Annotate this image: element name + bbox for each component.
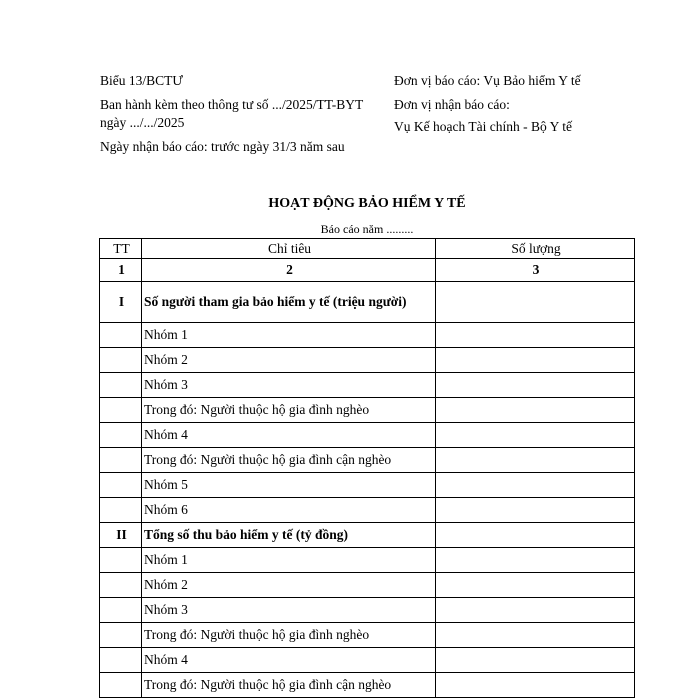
row-value: [436, 323, 635, 348]
form-code: Biểu 13/BCTƯ: [100, 73, 183, 88]
row-value: [436, 373, 635, 398]
row-value: [436, 673, 635, 698]
row-tt: [100, 398, 142, 423]
row-tt: [100, 423, 142, 448]
table-row: [100, 373, 635, 398]
row-label: Nhóm 4: [142, 648, 436, 673]
table-row: [100, 623, 635, 648]
receive-date: Ngày nhận báo cáo: trước ngày 31/3 năm sau: [100, 139, 345, 154]
table-row: [100, 348, 635, 373]
row-tt: [100, 348, 142, 373]
row-tt: I: [100, 282, 142, 323]
row-value: [436, 573, 635, 598]
row-value: [436, 623, 635, 648]
table-row: [100, 498, 635, 523]
row-value: [436, 498, 635, 523]
column-number-3: 3: [436, 259, 635, 282]
row-value: [436, 448, 635, 473]
table-row: [100, 448, 635, 473]
row-tt: [100, 323, 142, 348]
row-label: Số người tham gia bảo hiểm y tế (triệu người): [142, 282, 436, 323]
row-label: Nhóm 1: [142, 323, 436, 348]
table-row: [100, 398, 635, 423]
row-value: [436, 598, 635, 623]
row-tt: [100, 473, 142, 498]
table-row: [100, 648, 635, 673]
row-value: [436, 348, 635, 373]
table-row: [100, 423, 635, 448]
report-table: [99, 238, 635, 698]
issued-with: Ban hành kèm theo thông tư số .../2025/TT-BYT ngày .../.../2025: [100, 97, 364, 130]
table-row: [100, 573, 635, 598]
table-header-row: [100, 239, 635, 259]
row-label: Trong đó: Người thuộc hộ gia đình nghèo: [142, 623, 436, 648]
receiving-unit: Vụ Kế hoạch Tài chính - Bộ Y tế: [394, 119, 572, 134]
row-tt: [100, 648, 142, 673]
reporting-unit: Đơn vị báo cáo: Vụ Bảo hiểm Y tế: [394, 73, 581, 88]
header-chi-tieu: Chỉ tiêu: [142, 239, 436, 259]
row-tt: [100, 548, 142, 573]
header-right: [394, 72, 654, 142]
row-tt: [100, 598, 142, 623]
row-label: Trong đó: Người thuộc hộ gia đình cận nghèo: [142, 448, 436, 473]
column-number-row: [100, 259, 635, 282]
row-label: Nhóm 6: [142, 498, 436, 523]
row-tt: [100, 498, 142, 523]
row-tt: [100, 373, 142, 398]
row-tt: [100, 673, 142, 698]
column-number-1: 1: [100, 259, 142, 282]
row-tt: II: [100, 523, 142, 548]
row-label: Nhóm 4: [142, 423, 436, 448]
row-label: Nhóm 5: [142, 473, 436, 498]
document-subtitle: Báo cáo năm .........: [320, 222, 414, 236]
row-label: Nhóm 2: [142, 348, 436, 373]
table-row: [100, 323, 635, 348]
row-label: Tổng số thu bảo hiểm y tế (tỷ đồng): [142, 523, 436, 548]
column-number-2: 2: [142, 259, 436, 282]
table-row: [100, 523, 635, 548]
table-row: [100, 282, 635, 323]
row-label: Nhóm 3: [142, 598, 436, 623]
header-so-luong: Số lượng: [436, 239, 635, 259]
row-label: Nhóm 3: [142, 373, 436, 398]
row-tt: [100, 623, 142, 648]
row-label: Trong đó: Người thuộc hộ gia đình nghèo: [142, 398, 436, 423]
header-left: [100, 72, 375, 162]
table-row: [100, 548, 635, 573]
row-label: Trong đó: Người thuộc hộ gia đình cận nghèo: [142, 673, 436, 698]
row-value: [436, 473, 635, 498]
row-value: [436, 423, 635, 448]
row-label: Nhóm 1: [142, 548, 436, 573]
header-tt: TT: [100, 239, 142, 259]
table-row: [100, 673, 635, 698]
row-value: [436, 648, 635, 673]
row-value: [436, 523, 635, 548]
row-value: [436, 282, 635, 323]
row-tt: [100, 448, 142, 473]
document-title: HOẠT ĐỘNG BẢO HIỂM Y TẾ: [268, 196, 466, 211]
receiving-unit-label: Đơn vị nhận báo cáo:: [394, 97, 510, 112]
row-value: [436, 548, 635, 573]
table-row: [100, 598, 635, 623]
row-value: [436, 398, 635, 423]
table-row: [100, 473, 635, 498]
row-label: Nhóm 2: [142, 573, 436, 598]
row-tt: [100, 573, 142, 598]
